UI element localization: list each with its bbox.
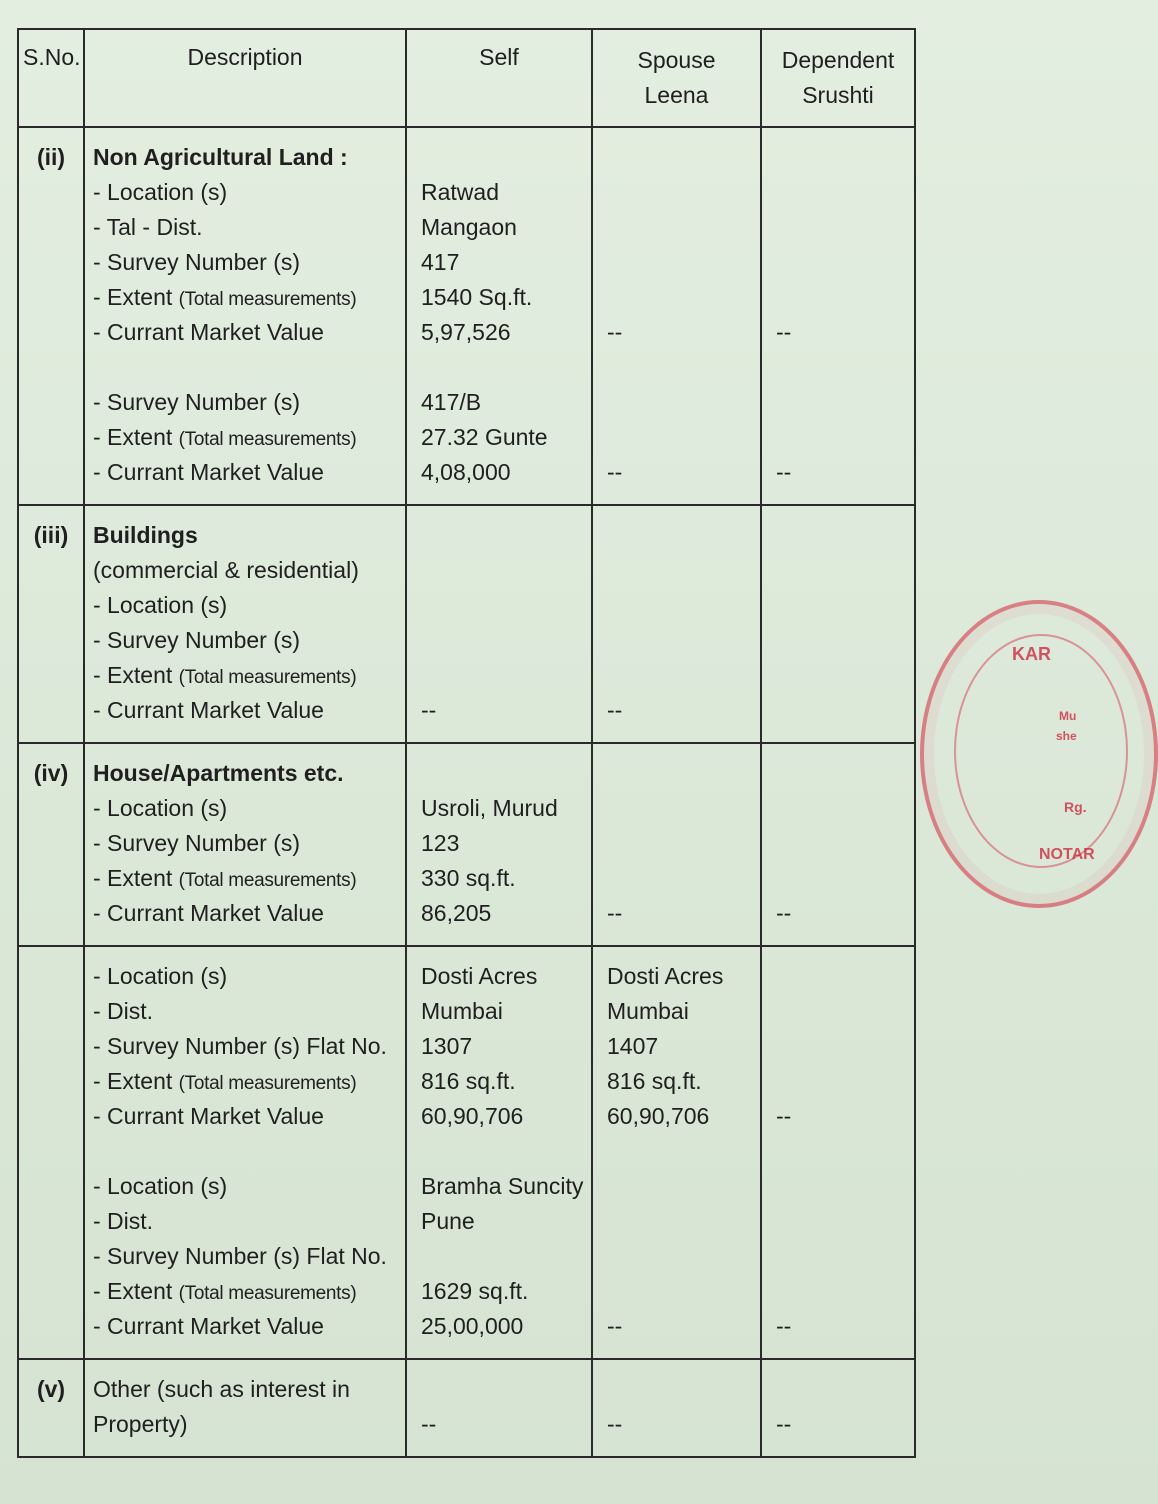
row-description-line: - Location (s): [93, 1173, 228, 1199]
row-self-line: 417: [421, 249, 460, 275]
row-dependent-line: [776, 623, 914, 658]
row-description-line: House/Apartments etc.: [93, 760, 344, 786]
row-self-line: Ratwad: [421, 179, 499, 205]
extent-label: - Extent: [93, 284, 173, 310]
row-description-line: - Dist.: [93, 998, 154, 1024]
row-spouse: [592, 946, 761, 1359]
row-spouse-line: [607, 861, 760, 896]
header-dependent-line2: Srushti: [802, 82, 874, 108]
row-description-line: Property): [93, 1411, 188, 1437]
row-self-line: [421, 756, 591, 791]
row-self: [406, 946, 592, 1359]
row-description-line: [93, 350, 405, 385]
row-dependent-line: [776, 791, 914, 826]
table-row: [18, 946, 915, 1359]
row-self-line: Usroli, Murud: [421, 795, 558, 821]
row-dependent-line: [776, 1274, 914, 1309]
extent-label: - Extent: [93, 424, 173, 450]
row-self-line: [421, 350, 591, 385]
row-description-line: [93, 1064, 405, 1099]
table-row: [18, 743, 915, 946]
row-self-line: [421, 553, 591, 588]
extent-suffix: (Total measurements): [178, 667, 357, 688]
extent-label: - Extent: [93, 1278, 173, 1304]
row-description-line: - Currant Market Value: [93, 319, 324, 345]
row-self-line: [421, 1372, 591, 1407]
row-spouse-line: 1407: [607, 1033, 659, 1059]
row-spouse-line: [607, 1134, 760, 1169]
table-header-row: [18, 29, 915, 127]
row-self-line: [421, 588, 591, 623]
row-description-line: - Location (s): [93, 795, 228, 821]
row-dependent-line: [776, 350, 914, 385]
row-spouse-line: [607, 245, 760, 280]
stamp-text-reg: Rg.: [1064, 799, 1087, 815]
row-description-line: - Survey Number (s) Flat No.: [93, 1033, 387, 1059]
row-self-line: 4,08,000: [421, 459, 511, 485]
row-self-line: 330 sq.ft.: [421, 865, 516, 891]
row-dependent-line: [776, 1134, 914, 1169]
row-dependent-line: [776, 518, 914, 553]
row-dependent-line: [776, 210, 914, 245]
row-dependent-line: [776, 658, 914, 693]
row-description-line: - Survey Number (s): [93, 627, 301, 653]
header-self: Self: [406, 29, 592, 127]
extent-suffix: (Total measurements): [178, 1283, 357, 1304]
row-description-line: - Location (s): [93, 179, 228, 205]
row-description-line: Buildings: [93, 522, 198, 548]
header-spouse-line1: Spouse: [637, 47, 716, 73]
row-spouse-line: [607, 385, 760, 420]
table-row: [18, 127, 915, 505]
row-self-line: 123: [421, 830, 460, 856]
row-spouse-line: [607, 210, 760, 245]
row-spouse-line: [607, 1372, 760, 1407]
assets-table: [17, 28, 916, 1458]
row-dependent-line: [776, 861, 914, 896]
row-description-line: [93, 420, 405, 455]
row-dependent-line: [776, 1029, 914, 1064]
row-spouse-line: [607, 420, 760, 455]
row-spouse-line: [607, 623, 760, 658]
row-spouse-line: [607, 588, 760, 623]
row-dependent-line: [776, 994, 914, 1029]
row-dependent-line: --: [776, 900, 792, 926]
table-body: [18, 127, 915, 1457]
row-dependent: [761, 743, 915, 946]
header-spouse: [592, 29, 761, 127]
row-dependent-line: [776, 140, 914, 175]
row-self-line: [421, 658, 591, 693]
stamp-text-bottom: NOTAR: [1039, 846, 1095, 863]
row-dependent: [761, 1359, 915, 1457]
row-spouse-line: --: [607, 1313, 623, 1339]
row-sno: (v): [18, 1359, 84, 1457]
row-spouse-line: [607, 553, 760, 588]
row-spouse-line: [607, 350, 760, 385]
row-description-line: - Currant Market Value: [93, 459, 324, 485]
header-spouse-line2: Leena: [644, 82, 709, 108]
row-description-line: [93, 861, 405, 896]
row-self-line: 1540 Sq.ft.: [421, 284, 533, 310]
row-self-line: Pune: [421, 1208, 475, 1234]
row-spouse: [592, 505, 761, 743]
row-dependent-line: [776, 420, 914, 455]
row-spouse-line: 816 sq.ft.: [607, 1068, 702, 1094]
row-self-line: Mangaon: [421, 214, 517, 240]
row-self-line: Bramha Suncity: [421, 1173, 584, 1199]
table-row: [18, 505, 915, 743]
row-description: [84, 946, 406, 1359]
row-dependent-line: [776, 1064, 914, 1099]
extent-suffix: (Total measurements): [178, 1073, 357, 1094]
row-self-line: --: [421, 697, 437, 723]
row-spouse-line: [607, 518, 760, 553]
row-spouse-line: --: [607, 319, 623, 345]
row-self: [406, 1359, 592, 1457]
extent-suffix: (Total measurements): [178, 429, 357, 450]
row-self-line: --: [421, 1411, 437, 1437]
notary-stamp-inner-ring: [954, 634, 1128, 868]
row-dependent-line: [776, 175, 914, 210]
row-dependent-line: --: [776, 319, 792, 345]
row-self-line: 816 sq.ft.: [421, 1068, 516, 1094]
row-dependent-line: [776, 588, 914, 623]
row-description-line: - Currant Market Value: [93, 697, 324, 723]
row-spouse: [592, 127, 761, 505]
row-spouse-line: Mumbai: [607, 998, 689, 1024]
row-spouse-line: [607, 1169, 760, 1204]
row-description-line: - Survey Number (s): [93, 830, 301, 856]
row-dependent-line: [776, 826, 914, 861]
row-description-line: - Currant Market Value: [93, 1103, 324, 1129]
row-spouse-line: [607, 826, 760, 861]
row-dependent: [761, 127, 915, 505]
extent-label: - Extent: [93, 865, 173, 891]
header-dependent-line1: Dependent: [781, 47, 895, 73]
row-description-line: [93, 658, 405, 693]
row-dependent-line: [776, 1372, 914, 1407]
row-dependent: [761, 946, 915, 1359]
row-self-line: 417/B: [421, 389, 482, 415]
row-spouse-line: [607, 175, 760, 210]
row-spouse-line: [607, 791, 760, 826]
row-description-line: - Survey Number (s): [93, 389, 301, 415]
row-dependent-line: --: [776, 1103, 792, 1129]
row-dependent-line: [776, 553, 914, 588]
row-sno: (ii): [18, 127, 84, 505]
row-spouse-line: [607, 658, 760, 693]
extent-suffix: (Total measurements): [178, 289, 357, 310]
extent-label: - Extent: [93, 1068, 173, 1094]
row-spouse-line: Dosti Acres: [607, 963, 724, 989]
row-sno: [18, 946, 84, 1359]
row-description-line: - Location (s): [93, 963, 228, 989]
row-spouse-line: [607, 756, 760, 791]
row-dependent-line: [776, 1169, 914, 1204]
row-dependent-line: [776, 959, 914, 994]
row-spouse-line: --: [607, 1411, 623, 1437]
row-dependent-line: --: [776, 1411, 792, 1437]
row-description-line: - Location (s): [93, 592, 228, 618]
row-description: [84, 743, 406, 946]
row-self-line: 1629 sq.ft.: [421, 1278, 529, 1304]
row-self-line: [421, 140, 591, 175]
row-spouse-line: [607, 280, 760, 315]
stamp-text-top: KAR: [1012, 644, 1051, 664]
row-description-line: - Survey Number (s) Flat No.: [93, 1243, 387, 1269]
row-self-line: [421, 518, 591, 553]
row-self-line: 5,97,526: [421, 319, 511, 345]
row-sno: (iv): [18, 743, 84, 946]
row-dependent-line: [776, 245, 914, 280]
row-spouse-line: --: [607, 697, 623, 723]
stamp-text-mid2: she: [1056, 729, 1077, 743]
row-self-line: [421, 1134, 591, 1169]
row-spouse-line: [607, 1274, 760, 1309]
notary-stamp: [920, 600, 1158, 908]
row-self-line: 27.32 Gunte: [421, 424, 548, 450]
header-dependent: [761, 29, 915, 127]
header-sno: S.No.: [18, 29, 84, 127]
row-description-line: - Survey Number (s): [93, 249, 301, 275]
row-description: [84, 1359, 406, 1457]
table-row: [18, 1359, 915, 1457]
row-self-line: [421, 1239, 591, 1274]
row-self: [406, 743, 592, 946]
row-self: [406, 127, 592, 505]
row-dependent-line: --: [776, 459, 792, 485]
row-spouse-line: 60,90,706: [607, 1103, 710, 1129]
stamp-text-mid1: Mu: [1059, 709, 1077, 723]
row-description-line: - Tal - Dist.: [93, 214, 203, 240]
row-self: [406, 505, 592, 743]
row-spouse-line: [607, 1204, 760, 1239]
row-description-line: - Currant Market Value: [93, 1313, 324, 1339]
row-self-line: 86,205: [421, 900, 492, 926]
row-description-line: [93, 1134, 405, 1169]
row-dependent-line: [776, 693, 914, 728]
row-self-line: Dosti Acres: [421, 963, 538, 989]
header-description: Description: [84, 29, 406, 127]
row-spouse-line: [607, 1239, 760, 1274]
row-spouse: [592, 743, 761, 946]
row-self-line: [421, 623, 591, 658]
row-spouse-line: [607, 140, 760, 175]
row-dependent: [761, 505, 915, 743]
row-self-line: Mumbai: [421, 998, 503, 1024]
row-description: [84, 127, 406, 505]
row-description-line: - Currant Market Value: [93, 900, 324, 926]
row-dependent-line: [776, 1239, 914, 1274]
row-dependent-line: [776, 756, 914, 791]
row-description-line: Non Agricultural Land :: [93, 144, 348, 170]
row-sno: (iii): [18, 505, 84, 743]
row-dependent-line: [776, 1204, 914, 1239]
row-self-line: 60,90,706: [421, 1103, 524, 1129]
row-self-line: 1307: [421, 1033, 473, 1059]
row-description-line: [93, 280, 405, 315]
row-description-line: Other (such as interest in: [93, 1376, 350, 1402]
row-description-line: (commercial & residential): [93, 557, 359, 583]
row-spouse: [592, 1359, 761, 1457]
row-dependent-line: --: [776, 1313, 792, 1339]
row-description: [84, 505, 406, 743]
row-description-line: - Dist.: [93, 1208, 154, 1234]
extent-label: - Extent: [93, 662, 173, 688]
row-spouse-line: --: [607, 900, 623, 926]
row-description-line: [93, 1274, 405, 1309]
row-dependent-line: [776, 280, 914, 315]
row-spouse-line: --: [607, 459, 623, 485]
row-self-line: 25,00,000: [421, 1313, 524, 1339]
extent-suffix: (Total measurements): [178, 870, 357, 891]
row-dependent-line: [776, 385, 914, 420]
